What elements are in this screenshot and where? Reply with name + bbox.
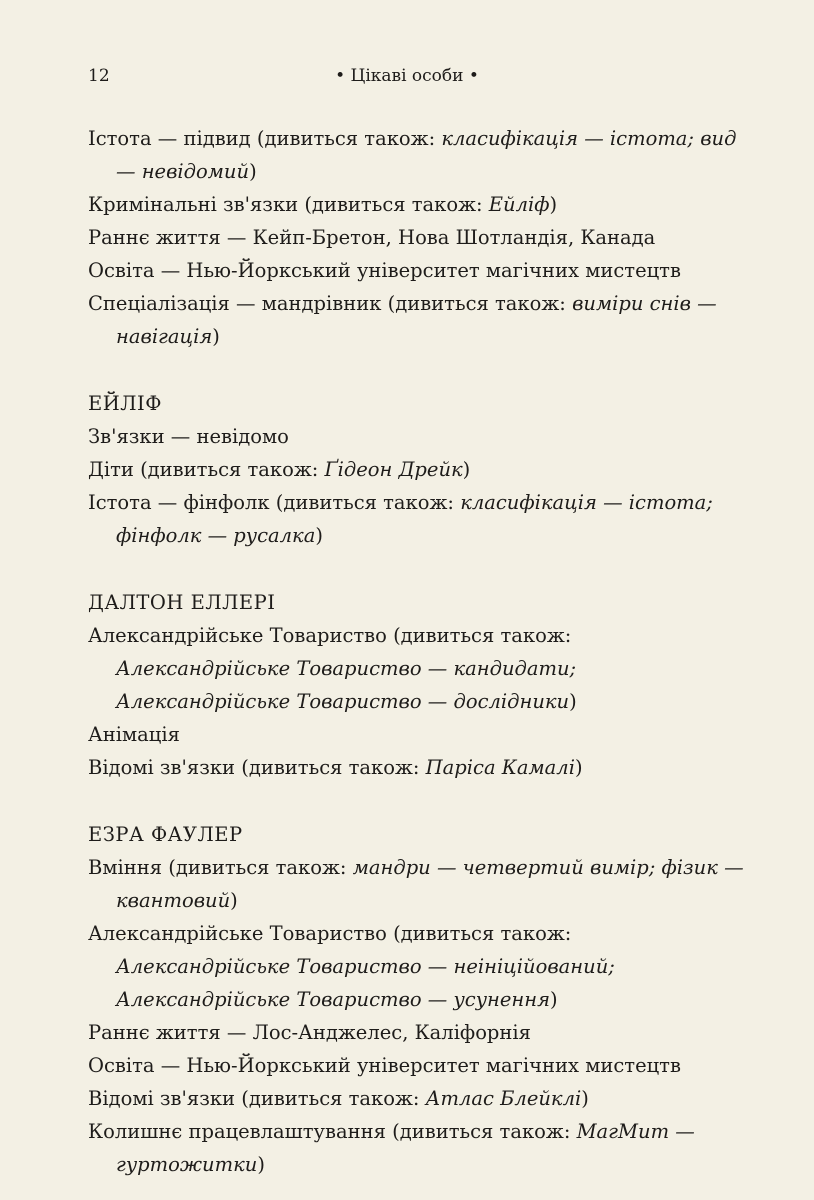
index-entry [88,1049,748,1082]
index-entry [88,851,748,917]
entry-text: Діти (дивиться також: [88,458,325,481]
page-header [88,66,726,90]
entry-text: ) [257,1153,265,1176]
entry-text: Раннє життя — Лос-Анджелес, Каліфорнія [88,1021,531,1044]
entry-reference: мандри — четвертий вимір; фізик — квантовий [116,856,744,912]
entry-text: Вміння (дивиться також: [88,856,353,879]
entry-text: Александрійське Товариство (дивиться також: [88,624,572,647]
entry-text: Раннє життя — Кейп-Бретон, Нова Шотландія, Канада [88,226,656,249]
entry-text: ) [462,458,471,481]
page-number: 12 [88,66,110,86]
index-entry [88,1115,748,1181]
section-heading: ЕЗРА ФАУЛЕР [88,823,243,846]
index-entry [88,453,748,486]
index-entry [88,718,748,751]
index-entry [88,254,748,287]
entry-reference: МагМит — гуртожитки [116,1120,695,1176]
entry-reference: Александрійське Товариство — кандидати; Александрійське Товариство — дослідники [116,657,577,713]
index-entry [88,122,748,188]
entry-text: Відомі зв'язки (дивиться також: [88,1087,426,1110]
entry-reference: класифікація — істота; фінфолк — русалка [116,491,713,547]
index-entry [88,1082,748,1115]
index-entry [88,1016,748,1049]
index-content [88,122,748,1181]
entry-text: ) [315,524,323,547]
entry-text: ) [581,1087,589,1110]
index-entry [88,619,748,718]
entry-text: ) [212,325,220,348]
index-entry [88,188,748,221]
section-spacer [88,784,748,818]
index-entry [88,917,748,1016]
entry-text: Відомі зв'язки (дивиться також: [88,756,426,779]
entry-text: Колишнє працевлаштування (дивиться також: [88,1120,577,1143]
entry-text: Зв'язки — невідомо [88,425,289,448]
entry-text: Анімація [88,723,180,746]
index-entry [88,751,748,784]
entry-reference: Ґідеон Дрейк [324,458,463,481]
entry-text: ) [230,889,238,912]
entry-text: Александрійське Товариство (дивиться також: [88,922,572,945]
section-spacer [88,353,748,387]
entry-text: Спеціалізація — мандрівник (дивиться також: [88,292,573,315]
entry-reference: Паріса Камалі [425,756,575,779]
entry-text: ) [550,988,558,1011]
index-entry [88,486,748,552]
entry-text: ) [249,160,257,183]
entry-reference: Ейліф [488,193,550,216]
entry-reference: Атлас Блейклі [425,1087,582,1110]
index-entry [88,287,748,353]
section-spacer [88,552,748,586]
entry-text: ) [569,690,577,713]
index-entry [88,221,748,254]
section-heading: ДАЛТОН ЕЛЛЕРІ [88,591,276,614]
entry-text: Кримінальні зв'язки (дивиться також: [88,193,489,216]
entry-text: Істота — підвид (дивиться також: [88,127,442,150]
index-entry [88,420,748,453]
entry-text: ) [574,756,583,779]
running-title: • Цікаві особи • [335,66,479,86]
entry-reference: класифікація — істота; вид — невідомий [116,127,737,183]
entry-text: Освіта — Нью-Йоркський університет магічних мистецтв [88,259,681,282]
section-heading: ЕЙЛІФ [88,392,162,415]
entry-reference: Александрійське Товариство — неініційований; Александрійське Товариство — усунення [116,955,615,1011]
entry-text: ) [549,193,558,216]
entry-text: Істота — фінфолк (дивиться також: [88,491,461,514]
entry-text: Освіта — Нью-Йоркський університет магічних мистецтв [88,1054,681,1077]
entry-reference: виміри снів — навігація [116,292,717,348]
